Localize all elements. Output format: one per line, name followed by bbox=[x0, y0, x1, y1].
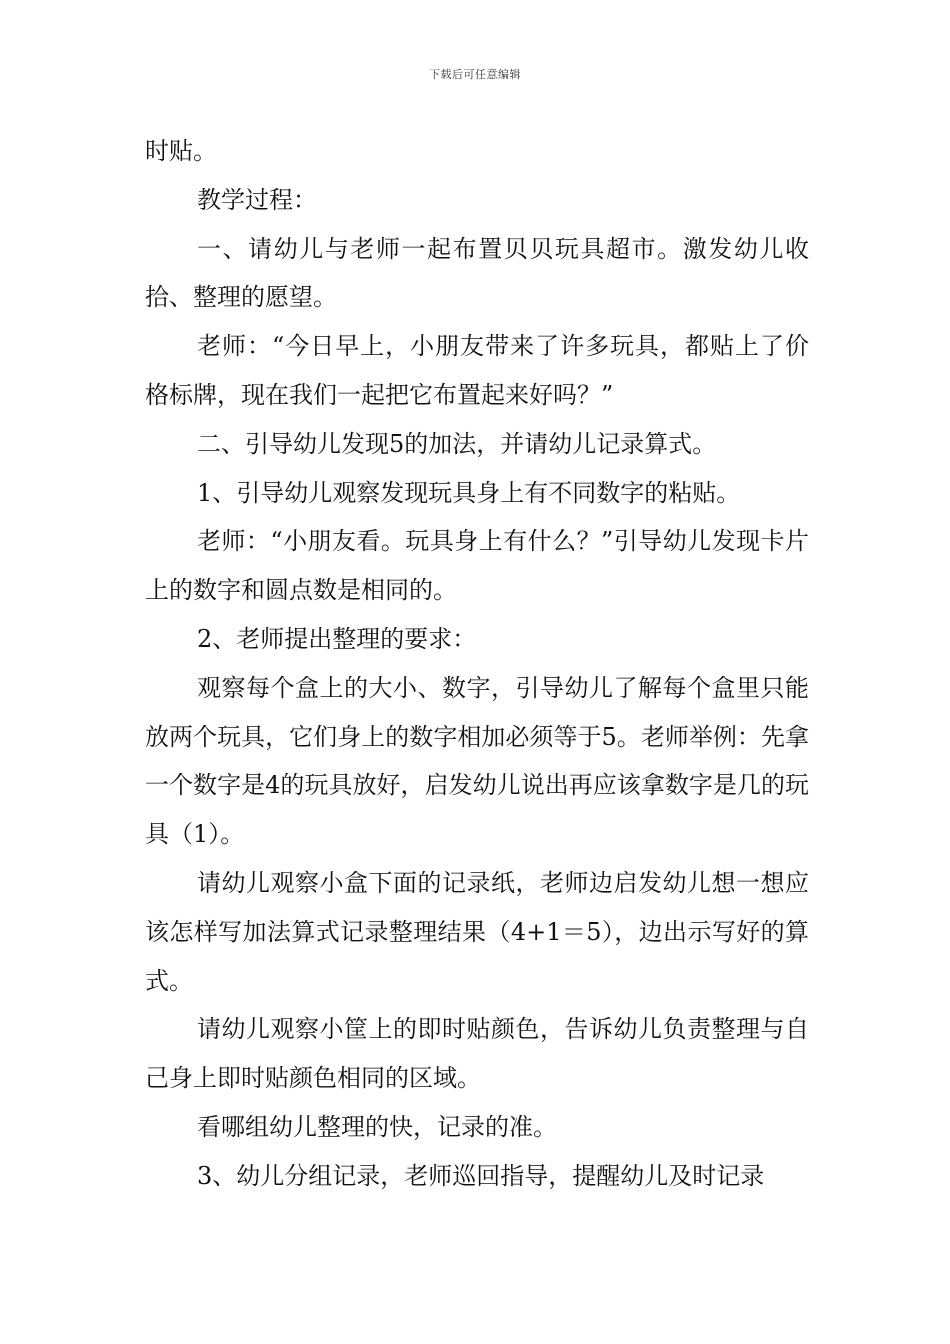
paragraph-6: 1、引导幼儿观察发现玩具身上有不同数字的粘贴。 bbox=[197, 478, 741, 507]
paragraph-7: 老师：“小朋友看。玩具身上有什么？”引导幼儿发现卡片上的数字和圆点数是相同的。 bbox=[145, 527, 809, 605]
paragraph-11: 请幼儿观察小筐上的即时贴颜色，告诉幼儿负责整理与自己身上即时贴颜色相同的区域。 bbox=[145, 1015, 809, 1093]
paragraph-2: 教学过程： bbox=[197, 185, 317, 214]
paragraph-10: 请幼儿观察小盒下面的记录纸，老师边启发幼儿想一想应该怎样写加法算式记录整理结果（4+1＝5），边出示写好的算式。 bbox=[145, 868, 809, 995]
paragraph-12: 看哪组幼儿整理的快，记录的准。 bbox=[197, 1112, 557, 1141]
paragraph-4: 老师：“今日早上，小朋友带来了许多玩具，都贴上了价格标牌，现在我们一起把它布置起来好吗？” bbox=[145, 332, 809, 409]
paragraph-13: 3、幼儿分组记录，老师巡回指导，提醒幼儿及时记录 bbox=[197, 1161, 765, 1190]
paragraph-5: 二、引导幼儿发现5的加法，并请幼儿记录算式。 bbox=[197, 429, 717, 458]
paragraph-1: 时贴。 bbox=[145, 137, 217, 165]
document-body bbox=[145, 127, 809, 1201]
page-header-note: 下载后可任意编辑 bbox=[429, 68, 521, 81]
paragraph-3: 一、请幼儿与老师一起布置贝贝玩具超市。激发幼儿收拾、整理的愿望。 bbox=[145, 234, 809, 312]
paragraph-9: 观察每个盒上的大小、数字，引导幼儿了解每个盒里只能放两个玩具，它们身上的数字相加必须等于5。老师举例：先拿一个数字是4的玩具放好，启发幼儿说出再应该拿数字是几的玩具（1）。 bbox=[145, 673, 809, 849]
paragraph-8: 2、老师提出整理的要求： bbox=[197, 624, 477, 653]
